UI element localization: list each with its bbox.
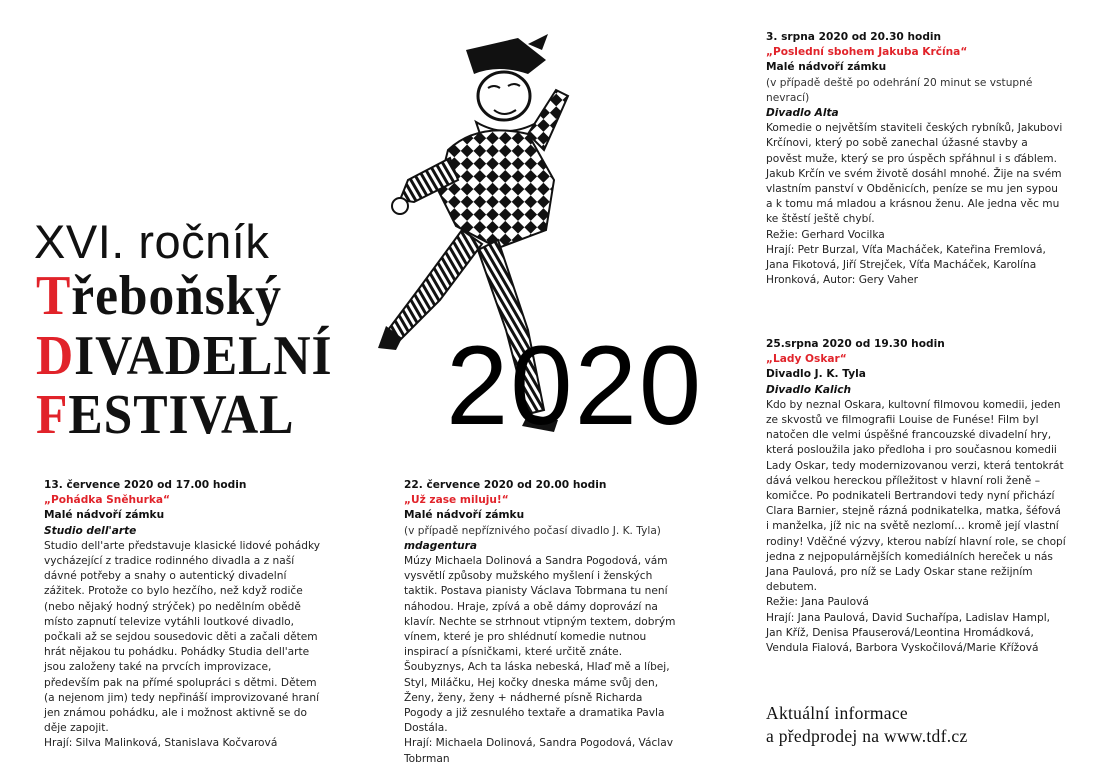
program-description: Komedie o největším staviteli českých rybníků, Jakubovi Krčínovi, který po sobě zanechal úžasné stavby a pověst muže, který se pro úspěch spřáhnul i s ďáblem. Jakub Krčín ve svém životě dosáhl mnohé. Žije na svém vlastním panství v Obděnicích, peníze se mu jen sypou a k tomu má mladou a krásnou ženu. Ale jedna věc mu ke štěstí ještě chybí. <box>766 122 1063 226</box>
program-description: Múzy Michaela Dolinová a Sandra Pogodová, vám vysvětlí způsoby mužského myšlení i ženských taktik. Postava pianisty Václava Tobrmana tu není náhodou. Hraje, zpívá a obě dámy doprovází na klavír. Nechte se strhnout vtipným textem, dobrým vínem, které je pro shlédnutí komedie nutnou inspirací a písničkami, které určitě znáte. Šoubyznys, Ach ta láska nebeská, Hlaď mě a líbej, Styl, Miláčku, Hej kočky dneska máme svůj den, Ženy, ženy, ženy + nádherné písně Richarda Pogody a již zesnulého textaře a dramatika Pavla Dostála. <box>404 555 676 735</box>
program-company: mdagentura <box>404 539 478 552</box>
festival-title-line-1 <box>36 265 282 327</box>
info-footer <box>766 702 968 748</box>
program-company: Divadlo Alta <box>766 107 839 120</box>
program-description: Kdo by neznal Oskara, kultovní filmovou komedii, jeden ze skvostů ve filmografii Louise de Funése! Film byl natočen dle velmi úspěšné francouzské divadelní hry, která posloužila jako předloha i pro současnou komedii Lady Oskar, tedy modernizovanou verzi, která tentokrát dává velkou hereckou příležitost v hlavní roli ženě – komičce. Po podnikateli Bertrandovi tedy nyní přichází Clara Barnier, stejně rázná podnikatelka, matka, šéfová i manželka, jíž nic na světě nezlomí… kromě její vlastní rodiny! Vděčné výzvy, kterou nabízí hlavní role, se chopí jedna z nejpopulárnějších komediálních hereček u nás Jana Paulová, pro níž se Lady Oskar stane režijním debutem. <box>766 398 1066 594</box>
program-show-title: „Poslední sbohem Jakuba Krčína“ <box>766 46 968 59</box>
program-block-1 <box>44 478 322 752</box>
festival-title-line-3 <box>36 384 295 446</box>
title-initial-f: F <box>36 384 69 446</box>
info-line-1: Aktuální informace <box>766 703 908 723</box>
program-director: Režie: Jana Paulová <box>766 596 869 609</box>
program-date: 25.srpna 2020 od 19.30 hodin <box>766 338 945 350</box>
program-venue: Malé nádvoří zámku <box>766 61 887 74</box>
program-director: Režie: Gerhard Vocilka <box>766 228 885 241</box>
program-date: 13. července 2020 od 17.00 hodin <box>44 479 247 491</box>
program-block-2 <box>404 478 676 767</box>
program-cast: Hrají: Jana Paulová, David Suchařípa, Ladislav Hampl, Jan Kříž, Denisa Pfauserová/Leontina Hromádková, Vendula Fialová, Barbora Vyskočilová/Marie Křížová <box>766 611 1051 655</box>
program-cast: Hrají: Silva Malinková, Stanislava Kočvarová <box>44 737 278 750</box>
program-show-title: „Pohádka Sněhurka“ <box>44 494 170 507</box>
title-rest-2: IVADELNÍ <box>74 325 333 387</box>
title-initial-t: T <box>36 265 72 327</box>
program-venue: Divadlo J. K. Tyla <box>766 368 866 381</box>
program-block-4 <box>766 337 1066 656</box>
edition-label: XVI. ročník <box>34 215 270 268</box>
program-show-title: „Lady Oskar“ <box>766 353 847 366</box>
title-rest-3: ESTIVAL <box>68 384 295 446</box>
festival-year: 2020 <box>446 323 704 448</box>
program-venue: Malé nádvoří zámku <box>404 509 525 522</box>
program-note: (v případě deště po odehrání 20 minut se vstupné nevrací) <box>766 76 1033 104</box>
title-rest-1: řeboňský <box>71 265 282 327</box>
program-description: Studio dell'arte představuje klasické lidové pohádky vycházející z tradice rodinného divadla a z naší dávné potřeby a snahy o autentický divadelní zážitek. Protože co bylo hezčího, než když rodiče (nebo nějaký hodný strýček) po nedělním obědě místo zapnutí televize vytáhli loutkové divadlo, počkali až se sejdou sousedovic děti a začali dětem hrát nějakou tu pohádku. Pohádky Studia dell'arte jsou založeny také na prvcích improvizace, především pak na přímé spolupráci s dětmi. Dětem (a nejenom jim) tedy nepřináší improvizované hraní jen známou pohádku, ale i možnost aktivně se do děje zapojit. <box>44 539 321 735</box>
program-venue: Malé nádvoří zámku <box>44 509 165 522</box>
program-cast: Hrají: Petr Burzal, Víťa Macháček, Kateřina Fremlová, Jana Fikotová, Jiří Strejček, Víťa Macháček, Karolína Hronková, Autor: Gery Vaher <box>766 243 1046 287</box>
program-company: Studio dell'arte <box>44 524 137 537</box>
program-cast: Hrají: Michaela Dolinová, Sandra Pogodová, Václav Tobrman <box>404 737 674 765</box>
title-initial-d: D <box>36 325 75 387</box>
program-note: (v případě nepříznivého počasí divadlo J. K. Tyla) <box>404 524 661 537</box>
program-show-title: „Už zase miluju!“ <box>404 494 509 507</box>
program-date: 22. července 2020 od 20.00 hodin <box>404 479 607 491</box>
program-company: Divadlo Kalich <box>766 383 852 396</box>
info-line-2[interactable]: a předprodej na www.tdf.cz <box>766 726 968 746</box>
program-block-3 <box>766 30 1066 288</box>
program-date: 3. srpna 2020 od 20.30 hodin <box>766 31 942 43</box>
festival-title-line-2 <box>36 325 333 387</box>
